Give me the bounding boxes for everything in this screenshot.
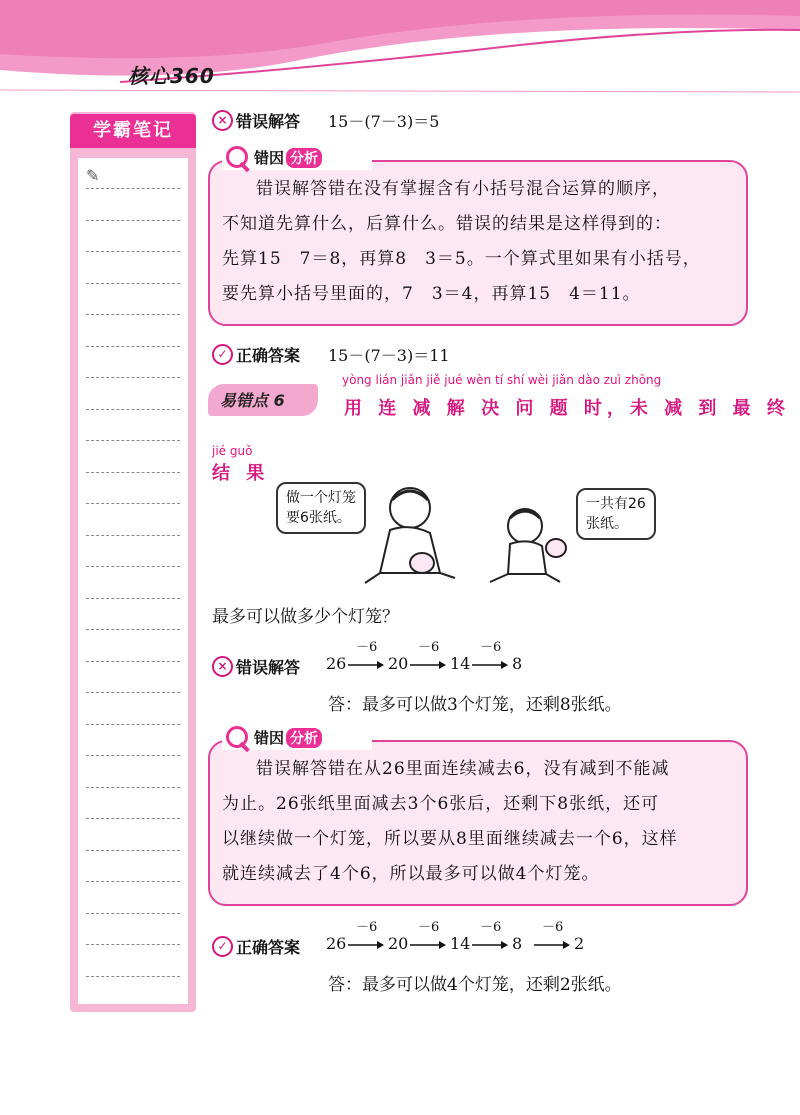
chain-operation: －6 xyxy=(356,920,378,935)
analysis-text xyxy=(222,752,738,892)
notes-paper xyxy=(78,158,188,1004)
chain-operation: －6 xyxy=(480,640,502,655)
note-line xyxy=(86,535,180,536)
analysis-line: 错误解答错在没有掌握含有小括号混合运算的顺序， xyxy=(256,179,670,199)
chain-number: 8 xyxy=(512,654,523,673)
analysis-line: 以继续做一个灯笼，所以要从8里面继续减去一个6，这样 xyxy=(222,829,678,849)
analysis-line: 先算15 7＝8，再算8 3＝5。一个算式里如果有小括号， xyxy=(222,249,701,269)
analysis-title xyxy=(254,147,322,168)
chain-number: 2 xyxy=(574,934,585,953)
sidebar-title: 学霸笔记 xyxy=(70,114,196,148)
analysis-title-accent: 分析 xyxy=(286,148,322,168)
note-line xyxy=(86,661,180,662)
correct-subtraction-chain xyxy=(326,916,606,956)
wrong-answer-expression: 15－(7－3)＝5 xyxy=(328,112,440,131)
analysis-title-prefix: 错因 xyxy=(254,729,285,747)
chain-number: 26 xyxy=(326,934,347,953)
analysis-line: 不知道先算什么，后算什么。错误的结果是这样得到的： xyxy=(222,214,672,234)
note-line xyxy=(86,913,180,914)
chain-operation: －6 xyxy=(356,640,378,655)
analysis-line: 错误解答错在从26里面连续减去6，没有减到不能减 xyxy=(256,759,670,779)
note-line xyxy=(86,283,180,284)
wrong-subtraction-chain xyxy=(326,636,546,676)
analysis-line: 为止。26张纸里面减去3个6张后，还剩下8张纸，还可 xyxy=(222,794,660,814)
pinyin-line: yòng lián jiǎn jiě jué wèn tí shí wèi jiǎn dào zuì zhōng xyxy=(342,373,662,387)
note-line xyxy=(86,818,180,819)
note-line xyxy=(86,881,180,882)
note-line xyxy=(86,724,180,725)
section-heading-cont: 结 果 xyxy=(212,463,270,484)
analysis-title xyxy=(254,727,322,748)
speech-line: 张纸。 xyxy=(586,516,628,532)
chain-arrow xyxy=(534,940,570,950)
correct-answer-label: 正确答案 xyxy=(236,938,301,957)
correct-answer-sentence: 答：最多可以做4个灯笼，还剩2张纸。 xyxy=(328,975,622,995)
note-line xyxy=(86,472,180,473)
chain-number: 14 xyxy=(450,654,471,673)
note-line xyxy=(86,440,180,441)
speech-line: 一共有26 xyxy=(586,496,646,512)
speech-bubble-left xyxy=(276,482,366,534)
wrong-answer-label: 错误解答 xyxy=(236,658,301,677)
chain-arrow xyxy=(472,660,508,670)
chain-arrow xyxy=(348,940,384,950)
analysis-line: 就连续减去了4个6，所以最多可以做4个灯笼。 xyxy=(222,864,600,884)
correct-answer-label: 正确答案 xyxy=(236,346,301,365)
note-line xyxy=(86,755,180,756)
check-icon: ✓ xyxy=(212,344,233,365)
note-line xyxy=(86,976,180,977)
correct-answer-expression: 15－(7－3)＝11 xyxy=(328,346,450,365)
note-line xyxy=(86,850,180,851)
chain-arrow xyxy=(472,940,508,950)
chain-arrow xyxy=(410,940,446,950)
chain-number: 14 xyxy=(450,934,471,953)
note-line xyxy=(86,503,180,504)
chain-operation: －6 xyxy=(480,920,502,935)
section-heading: 用 连 减 解 决 问 题 时，未 减 到 最 终 xyxy=(344,398,790,419)
note-line xyxy=(86,566,180,567)
children-illustration xyxy=(360,478,590,590)
speech-line: 做一个灯笼 xyxy=(286,490,356,506)
chain-number: 8 xyxy=(512,934,523,953)
note-line xyxy=(86,251,180,252)
chain-arrow xyxy=(348,660,384,670)
analysis-title-prefix: 错因 xyxy=(254,149,285,167)
note-line xyxy=(86,598,180,599)
speech-line: 要6张纸。 xyxy=(286,510,351,526)
error-point-label: 易错点 6 xyxy=(220,391,285,410)
wrong-answer-label: 错误解答 xyxy=(236,112,301,131)
pencil-icon: ✎ xyxy=(86,166,100,185)
brand-logo: 核心360 xyxy=(128,64,215,88)
note-line xyxy=(86,220,180,221)
note-line xyxy=(86,944,180,945)
question-text: 最多可以做多少个灯笼？ xyxy=(212,607,399,627)
note-line xyxy=(86,629,180,630)
note-line xyxy=(86,377,180,378)
wrong-answer-sentence: 答：最多可以做3个灯笼，还剩8张纸。 xyxy=(328,695,622,715)
chain-arrow xyxy=(410,660,446,670)
chain-operation: －6 xyxy=(418,640,440,655)
pinyin-line: jié guǒ xyxy=(212,444,253,458)
note-line xyxy=(86,188,180,189)
chain-number: 26 xyxy=(326,654,347,673)
header-band xyxy=(0,0,800,95)
analysis-line: 要先算小括号里面的，7 3＝4，再算15 4＝11。 xyxy=(222,284,641,304)
chain-operation: －6 xyxy=(542,920,564,935)
note-line xyxy=(86,346,180,347)
note-line xyxy=(86,409,180,410)
chain-number: 20 xyxy=(388,934,409,953)
note-line xyxy=(86,314,180,315)
chain-operation: －6 xyxy=(418,920,440,935)
cross-icon: × xyxy=(212,110,233,131)
cross-icon: × xyxy=(212,656,233,677)
analysis-title-accent: 分析 xyxy=(286,728,322,748)
chain-number: 20 xyxy=(388,654,409,673)
check-icon: ✓ xyxy=(212,936,233,957)
analysis-text xyxy=(222,172,738,312)
note-line xyxy=(86,692,180,693)
note-line xyxy=(86,787,180,788)
